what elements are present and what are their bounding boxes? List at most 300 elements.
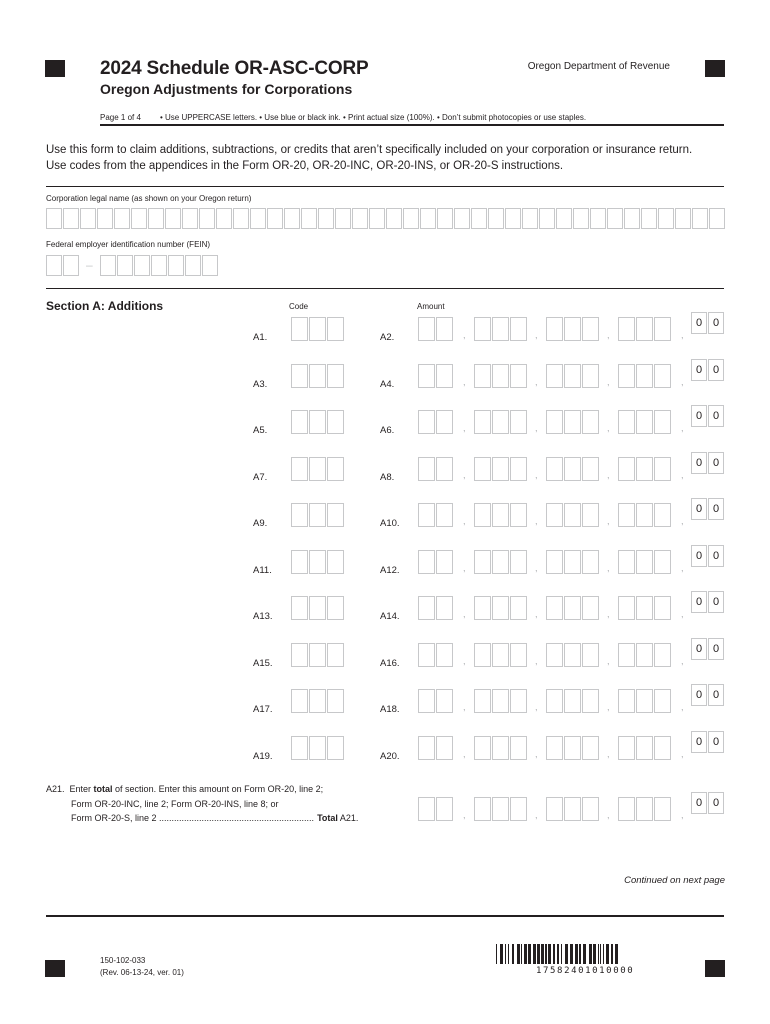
- digit-box[interactable]: [636, 364, 653, 388]
- char-box[interactable]: [233, 208, 249, 229]
- thousands-separator: ,: [607, 376, 610, 387]
- char-box[interactable]: [151, 255, 167, 276]
- char-box[interactable]: [607, 208, 623, 229]
- digit-box[interactable]: [510, 797, 527, 821]
- digit-box[interactable]: [492, 689, 509, 713]
- digit-box[interactable]: [436, 503, 453, 527]
- amount-digit-group[interactable]: [546, 550, 600, 574]
- amount-digit-group[interactable]: [546, 689, 600, 713]
- barcode-bar: [615, 944, 618, 964]
- char-box[interactable]: [590, 208, 606, 229]
- digit-box[interactable]: [582, 457, 599, 481]
- digit-box[interactable]: [618, 689, 635, 713]
- digit-box[interactable]: [582, 736, 599, 760]
- digit-box[interactable]: [492, 797, 509, 821]
- cents-digit: 0: [691, 498, 707, 520]
- digit-box[interactable]: [636, 410, 653, 434]
- char-box[interactable]: [131, 208, 147, 229]
- amount-digit-group[interactable]: [546, 457, 600, 481]
- digit-box[interactable]: [510, 736, 527, 760]
- char-box[interactable]: [216, 208, 232, 229]
- digit-box[interactable]: [436, 797, 453, 821]
- char-box[interactable]: [556, 208, 572, 229]
- digit-box[interactable]: [474, 503, 491, 527]
- amount-digit-group[interactable]: [618, 550, 672, 574]
- code-digit-box[interactable]: [327, 550, 344, 574]
- code-digit-box[interactable]: [291, 503, 308, 527]
- amount-digit-group[interactable]: [618, 503, 672, 527]
- digit-box[interactable]: [546, 736, 563, 760]
- amount-digit-group[interactable]: [546, 736, 600, 760]
- code-digit-box[interactable]: [309, 457, 326, 481]
- amount-digit-group[interactable]: [546, 596, 600, 620]
- amount-digit-group[interactable]: [618, 643, 672, 667]
- amount-digit-group[interactable]: [418, 643, 454, 667]
- decimal-separator: ,: [681, 810, 684, 820]
- digit-box[interactable]: [636, 689, 653, 713]
- amount-digit-group[interactable]: [618, 596, 672, 620]
- amount-digit-group[interactable]: [418, 317, 454, 341]
- digit-box[interactable]: [636, 643, 653, 667]
- amount-digit-group[interactable]: [474, 643, 528, 667]
- code-line-number: A19.: [253, 750, 273, 762]
- amount-digit-group[interactable]: [418, 797, 454, 821]
- digit-box[interactable]: [474, 550, 491, 574]
- amount-digit-group[interactable]: [418, 503, 454, 527]
- digit-box[interactable]: [654, 550, 671, 574]
- amount-digit-group[interactable]: [618, 797, 672, 821]
- char-box[interactable]: [471, 208, 487, 229]
- amount-digit-group[interactable]: [546, 317, 600, 341]
- code-input[interactable]: [291, 550, 345, 574]
- char-box[interactable]: [46, 255, 62, 276]
- thousands-separator: ,: [535, 562, 538, 573]
- digit-box[interactable]: [436, 689, 453, 713]
- digit-box[interactable]: [510, 689, 527, 713]
- code-digit-box[interactable]: [309, 503, 326, 527]
- amount-digit-group[interactable]: [618, 736, 672, 760]
- char-box[interactable]: [539, 208, 555, 229]
- digit-box[interactable]: [654, 364, 671, 388]
- digit-box[interactable]: [510, 550, 527, 574]
- char-box[interactable]: [185, 255, 201, 276]
- barcode-bar: [512, 944, 514, 964]
- cents-digit: 0: [708, 545, 724, 567]
- digit-box[interactable]: [564, 503, 581, 527]
- digit-box[interactable]: [418, 550, 435, 574]
- page-number: Page 1 of 4: [100, 113, 141, 122]
- form-number-block: [100, 955, 184, 979]
- registration-mark-bottom-right: [705, 960, 725, 977]
- digit-box[interactable]: [510, 596, 527, 620]
- digit-box[interactable]: [492, 457, 509, 481]
- char-box[interactable]: [134, 255, 150, 276]
- amount-digit-group[interactable]: [418, 364, 454, 388]
- digit-box[interactable]: [436, 317, 453, 341]
- code-digit-box[interactable]: [291, 550, 308, 574]
- decimal-separator: ,: [681, 423, 684, 433]
- code-input[interactable]: [291, 689, 345, 713]
- digit-box[interactable]: [546, 643, 563, 667]
- code-input[interactable]: [291, 503, 345, 527]
- amount-digit-group[interactable]: [474, 364, 528, 388]
- code-digit-box[interactable]: [309, 410, 326, 434]
- digit-box[interactable]: [654, 643, 671, 667]
- code-input[interactable]: [291, 317, 345, 341]
- char-box[interactable]: [97, 208, 113, 229]
- digit-box[interactable]: [618, 550, 635, 574]
- digit-box[interactable]: [546, 317, 563, 341]
- thousands-separator: ,: [535, 748, 538, 759]
- amount-digit-group[interactable]: [474, 503, 528, 527]
- digit-box[interactable]: [582, 643, 599, 667]
- digit-box[interactable]: [564, 643, 581, 667]
- digit-box[interactable]: [474, 410, 491, 434]
- char-box[interactable]: [182, 208, 198, 229]
- code-digit-box[interactable]: [327, 410, 344, 434]
- code-digit-box[interactable]: [291, 736, 308, 760]
- digit-box[interactable]: [436, 457, 453, 481]
- digit-box[interactable]: [510, 643, 527, 667]
- amount-digit-group[interactable]: [618, 410, 672, 434]
- char-box[interactable]: [505, 208, 521, 229]
- amount-digit-group[interactable]: [618, 689, 672, 713]
- digit-box[interactable]: [492, 550, 509, 574]
- code-digit-box[interactable]: [309, 736, 326, 760]
- amount-digit-group[interactable]: [474, 689, 528, 713]
- digit-box[interactable]: [418, 596, 435, 620]
- code-digit-box[interactable]: [327, 317, 344, 341]
- amount-digit-group[interactable]: [618, 364, 672, 388]
- digit-box[interactable]: [564, 457, 581, 481]
- digit-box[interactable]: [636, 457, 653, 481]
- amount-digit-group[interactable]: [474, 797, 528, 821]
- amount-digit-group[interactable]: [418, 596, 454, 620]
- amount-digit-group[interactable]: [474, 550, 528, 574]
- digit-box[interactable]: [582, 596, 599, 620]
- digit-box[interactable]: [564, 596, 581, 620]
- digit-box[interactable]: [564, 550, 581, 574]
- digit-box[interactable]: [618, 736, 635, 760]
- char-box[interactable]: [675, 208, 691, 229]
- digit-box[interactable]: [492, 643, 509, 667]
- digit-box[interactable]: [492, 736, 509, 760]
- amount-digit-group[interactable]: [418, 689, 454, 713]
- code-digit-box[interactable]: [327, 643, 344, 667]
- digit-box[interactable]: [546, 596, 563, 620]
- barcode-bar: [521, 944, 522, 964]
- barcode: [496, 944, 674, 964]
- fein-label: Federal employer identification number (FEIN): [46, 240, 211, 249]
- digit-box[interactable]: [636, 503, 653, 527]
- decimal-separator: ,: [681, 330, 684, 340]
- decimal-separator: ,: [681, 609, 684, 619]
- amount-digit-group[interactable]: [418, 410, 454, 434]
- cents-digit: 0: [708, 638, 724, 660]
- a21-text-bold: total: [93, 784, 113, 794]
- thousands-separator: ,: [535, 469, 538, 480]
- fein-prefix-input[interactable]: [46, 255, 80, 276]
- digit-box[interactable]: [564, 689, 581, 713]
- cents-boxes: [691, 591, 725, 613]
- header-divider: [100, 124, 724, 126]
- cents-digit: 0: [708, 312, 724, 334]
- code-input[interactable]: [291, 596, 345, 620]
- amount-digit-group[interactable]: [546, 797, 600, 821]
- digit-box[interactable]: [582, 550, 599, 574]
- digit-box[interactable]: [510, 364, 527, 388]
- digit-box[interactable]: [418, 317, 435, 341]
- digit-box[interactable]: [510, 457, 527, 481]
- digit-box[interactable]: [564, 364, 581, 388]
- digit-box[interactable]: [636, 317, 653, 341]
- char-box[interactable]: [199, 208, 215, 229]
- digit-box[interactable]: [564, 797, 581, 821]
- code-digit-box[interactable]: [291, 643, 308, 667]
- char-box[interactable]: [250, 208, 266, 229]
- char-box[interactable]: [658, 208, 674, 229]
- digit-box[interactable]: [582, 410, 599, 434]
- char-box[interactable]: [454, 208, 470, 229]
- char-box[interactable]: [284, 208, 300, 229]
- digit-box[interactable]: [510, 503, 527, 527]
- department-name: Oregon Department of Revenue: [527, 61, 670, 72]
- amount-digit-group[interactable]: [474, 457, 528, 481]
- digit-box[interactable]: [582, 364, 599, 388]
- barcode-number: 17582401010000: [536, 966, 635, 976]
- digit-box[interactable]: [618, 410, 635, 434]
- digit-box[interactable]: [546, 364, 563, 388]
- char-box[interactable]: [352, 208, 368, 229]
- digit-box[interactable]: [546, 457, 563, 481]
- digit-box[interactable]: [654, 736, 671, 760]
- code-digit-box[interactable]: [309, 364, 326, 388]
- amount-digit-group[interactable]: [546, 410, 600, 434]
- barcode-bar: [508, 944, 509, 964]
- digit-box[interactable]: [474, 364, 491, 388]
- digit-box[interactable]: [436, 410, 453, 434]
- form-revision: (Rev. 06-13-24, ver. 01): [100, 968, 184, 977]
- fein-suffix-input[interactable]: [100, 255, 219, 276]
- code-digit-box[interactable]: [291, 596, 308, 620]
- digit-box[interactable]: [436, 550, 453, 574]
- digit-box[interactable]: [474, 643, 491, 667]
- char-box[interactable]: [301, 208, 317, 229]
- digit-box[interactable]: [492, 596, 509, 620]
- char-box[interactable]: [624, 208, 640, 229]
- amount-digit-group[interactable]: [474, 736, 528, 760]
- char-box[interactable]: [488, 208, 504, 229]
- digit-box[interactable]: [564, 410, 581, 434]
- amount-digit-group[interactable]: [474, 596, 528, 620]
- char-box[interactable]: [267, 208, 283, 229]
- digit-box[interactable]: [636, 797, 653, 821]
- digit-box[interactable]: [510, 317, 527, 341]
- char-box[interactable]: [168, 255, 184, 276]
- legal-name-input[interactable]: [46, 208, 726, 229]
- digit-box[interactable]: [582, 797, 599, 821]
- digit-box[interactable]: [546, 503, 563, 527]
- code-digit-box[interactable]: [291, 689, 308, 713]
- digit-box[interactable]: [418, 410, 435, 434]
- digit-box[interactable]: [418, 503, 435, 527]
- code-digit-box[interactable]: [327, 503, 344, 527]
- code-input[interactable]: [291, 410, 345, 434]
- char-box[interactable]: [522, 208, 538, 229]
- code-digit-box[interactable]: [327, 596, 344, 620]
- cents-digit: 0: [708, 792, 724, 814]
- digit-box[interactable]: [654, 689, 671, 713]
- digit-box[interactable]: [636, 736, 653, 760]
- amount-digit-group[interactable]: [546, 503, 600, 527]
- code-digit-box[interactable]: [309, 689, 326, 713]
- char-box[interactable]: [420, 208, 436, 229]
- code-digit-box[interactable]: [327, 736, 344, 760]
- barcode-bar: [545, 944, 547, 964]
- digit-box[interactable]: [418, 364, 435, 388]
- code-digit-box[interactable]: [309, 643, 326, 667]
- digit-box[interactable]: [418, 457, 435, 481]
- amount-digit-group[interactable]: [418, 550, 454, 574]
- digit-box[interactable]: [418, 689, 435, 713]
- char-box[interactable]: [114, 208, 130, 229]
- amount-line-number: A16.: [380, 657, 400, 669]
- digit-box[interactable]: [618, 457, 635, 481]
- amount-digit-group[interactable]: [418, 736, 454, 760]
- digit-box[interactable]: [618, 364, 635, 388]
- code-digit-box[interactable]: [309, 596, 326, 620]
- digit-box[interactable]: [436, 643, 453, 667]
- char-box[interactable]: [437, 208, 453, 229]
- digit-box[interactable]: [618, 317, 635, 341]
- footer-divider: [46, 915, 724, 917]
- digit-box[interactable]: [546, 550, 563, 574]
- cents-boxes: [691, 452, 725, 474]
- digit-box[interactable]: [418, 643, 435, 667]
- digit-box[interactable]: [654, 797, 671, 821]
- digit-box[interactable]: [474, 457, 491, 481]
- char-box[interactable]: [403, 208, 419, 229]
- digit-box[interactable]: [474, 797, 491, 821]
- digit-box[interactable]: [582, 503, 599, 527]
- cents-boxes: [691, 684, 725, 706]
- amount-digit-group[interactable]: [546, 364, 600, 388]
- digit-box[interactable]: [546, 410, 563, 434]
- digit-box[interactable]: [654, 596, 671, 620]
- code-input[interactable]: [291, 643, 345, 667]
- char-box[interactable]: [63, 255, 79, 276]
- digit-box[interactable]: [436, 364, 453, 388]
- code-digit-box[interactable]: [291, 364, 308, 388]
- digit-box[interactable]: [618, 643, 635, 667]
- digit-box[interactable]: [492, 364, 509, 388]
- digit-box[interactable]: [510, 410, 527, 434]
- char-box[interactable]: [202, 255, 218, 276]
- code-input[interactable]: [291, 736, 345, 760]
- digit-box[interactable]: [492, 503, 509, 527]
- char-box[interactable]: [148, 208, 164, 229]
- char-box[interactable]: [46, 208, 62, 229]
- digit-box[interactable]: [436, 596, 453, 620]
- char-box[interactable]: [80, 208, 96, 229]
- digit-box[interactable]: [582, 689, 599, 713]
- a21-line-number: A21.: [46, 784, 65, 794]
- digit-box[interactable]: [436, 736, 453, 760]
- code-digit-box[interactable]: [309, 317, 326, 341]
- code-digit-box[interactable]: [291, 410, 308, 434]
- legal-name-label: Corporation legal name (as shown on your Oregon return): [46, 194, 252, 203]
- thousands-separator: ,: [463, 748, 466, 759]
- digit-box[interactable]: [636, 550, 653, 574]
- char-box[interactable]: [709, 208, 725, 229]
- char-box[interactable]: [692, 208, 708, 229]
- digit-box[interactable]: [546, 797, 563, 821]
- amount-digit-group[interactable]: [618, 457, 672, 481]
- amount-digit-group[interactable]: [418, 457, 454, 481]
- digit-box[interactable]: [618, 503, 635, 527]
- code-digit-box[interactable]: [327, 689, 344, 713]
- char-box[interactable]: [63, 208, 79, 229]
- char-box[interactable]: [369, 208, 385, 229]
- char-box[interactable]: [573, 208, 589, 229]
- char-box[interactable]: [318, 208, 334, 229]
- char-box[interactable]: [386, 208, 402, 229]
- char-box[interactable]: [100, 255, 116, 276]
- barcode-bar: [500, 944, 503, 964]
- barcode-bar: [593, 944, 596, 964]
- amount-digit-group[interactable]: [474, 317, 528, 341]
- digit-box[interactable]: [474, 317, 491, 341]
- amount-digit-group[interactable]: [546, 643, 600, 667]
- amount-digit-group[interactable]: [474, 410, 528, 434]
- digit-box[interactable]: [474, 689, 491, 713]
- digit-box[interactable]: [546, 689, 563, 713]
- amount-line-number: A4.: [380, 378, 395, 390]
- digit-box[interactable]: [418, 736, 435, 760]
- digit-box[interactable]: [492, 317, 509, 341]
- code-input[interactable]: [291, 364, 345, 388]
- code-line-number: A9.: [253, 518, 268, 529]
- code-digit-box[interactable]: [291, 457, 308, 481]
- digit-box[interactable]: [474, 596, 491, 620]
- digit-box[interactable]: [654, 503, 671, 527]
- digit-box[interactable]: [618, 797, 635, 821]
- char-box[interactable]: [117, 255, 133, 276]
- fein-divider: [46, 288, 724, 289]
- digit-box[interactable]: [636, 596, 653, 620]
- digit-box[interactable]: [564, 736, 581, 760]
- code-digit-box[interactable]: [291, 317, 308, 341]
- code-digit-box[interactable]: [309, 550, 326, 574]
- digit-box[interactable]: [564, 317, 581, 341]
- char-box[interactable]: [641, 208, 657, 229]
- digit-box[interactable]: [582, 317, 599, 341]
- digit-box[interactable]: [418, 797, 435, 821]
- digit-box[interactable]: [654, 410, 671, 434]
- char-box[interactable]: [165, 208, 181, 229]
- barcode-bar: [528, 944, 531, 964]
- digit-box[interactable]: [492, 410, 509, 434]
- code-digit-box[interactable]: [327, 457, 344, 481]
- code-input[interactable]: [291, 457, 345, 481]
- char-box[interactable]: [335, 208, 351, 229]
- digit-box[interactable]: [618, 596, 635, 620]
- code-digit-box[interactable]: [327, 364, 344, 388]
- digit-box[interactable]: [654, 457, 671, 481]
- digit-box[interactable]: [654, 317, 671, 341]
- amount-digit-group[interactable]: [618, 317, 672, 341]
- digit-box[interactable]: [474, 736, 491, 760]
